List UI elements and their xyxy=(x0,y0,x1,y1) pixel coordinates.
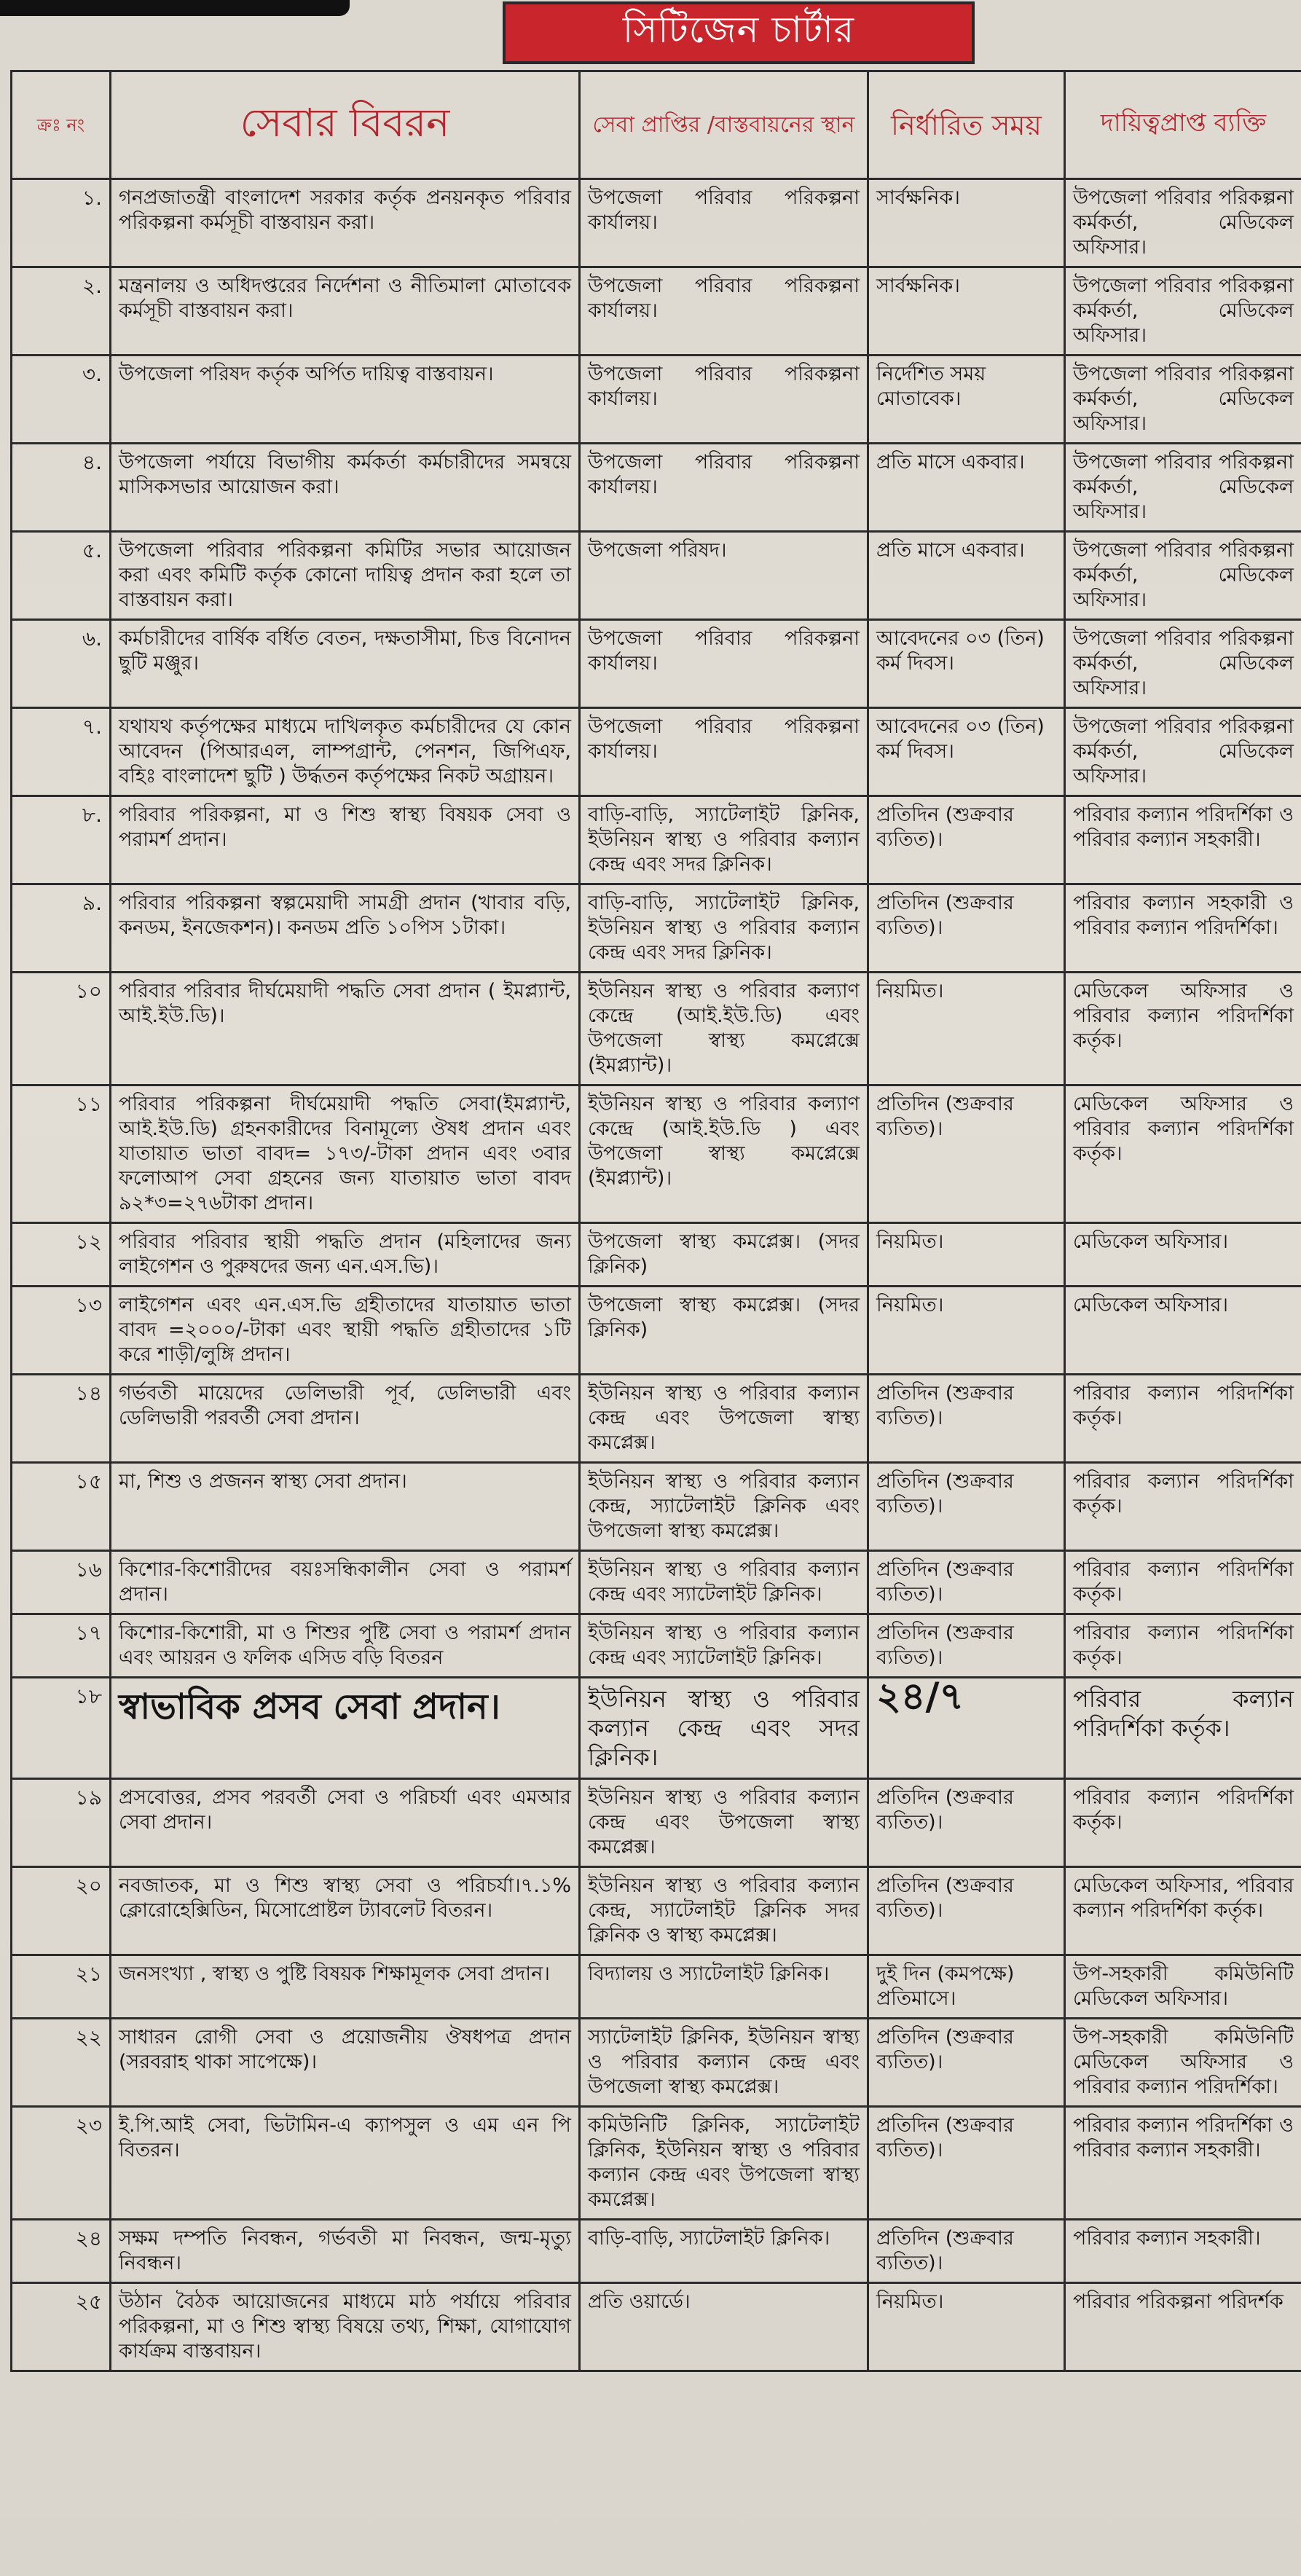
table-row xyxy=(12,2019,1301,2107)
row-responsible-person: পরিবার কল্যান পরিদর্শিকা কর্তৃক। xyxy=(1065,1463,1301,1551)
row-serial: ২২ xyxy=(12,2019,111,2107)
row-service-description: স্বাভাবিক প্রসব সেবা প্রদান। xyxy=(111,1678,580,1779)
row-service-description: উপজেলা পরিবার পরিকল্পনা কমিটির সভার আয়োজন করা এবং কমিটি কর্তৃক কোনো দায়িত্ব প্রদান করা হলে তা বাস্তবায়ন করা। xyxy=(111,532,580,620)
row-responsible-person: উপজেলা পরিবার পরিকল্পনা কর্মকর্তা, মেডিকেল অফিসার। xyxy=(1065,532,1301,620)
table-row xyxy=(12,267,1301,356)
row-fixed-time: প্রতিদিন (শুক্রবার ব্যতিত)। xyxy=(868,1463,1065,1551)
row-service-place: বাড়ি-বাড়ি, স্যাটেলাইট ক্লিনিক। xyxy=(580,2220,868,2283)
row-serial: ২১ xyxy=(12,1955,111,2019)
title-banner xyxy=(503,1,975,64)
table-row xyxy=(12,2107,1301,2220)
row-serial: ১১ xyxy=(12,1085,111,1223)
header-fixed-time: নির্ধারিত সময় xyxy=(868,71,1065,179)
page-title: সিটিজেন চার্টার xyxy=(622,8,855,51)
row-responsible-person: পরিবার কল্যান পরিদর্শিকা ও পরিবার কল্যান সহকারী। xyxy=(1065,2107,1301,2220)
row-fixed-time: প্রতিদিন (শুক্রবার ব্যতিত)। xyxy=(868,1085,1065,1223)
table-body xyxy=(12,179,1301,2371)
row-service-place: ইউনিয়ন স্বাস্থ্য ও পরিবার কল্যান কেন্দ্র, স্যাটেলাইট ক্লিনিক এবং উপজেলা স্বাস্থ্য কমপ্লেক্স। xyxy=(580,1463,868,1551)
row-serial: ৫. xyxy=(12,532,111,620)
row-service-description: সক্ষম দম্পতি নিবন্ধন, গর্ভবতী মা নিবন্ধন, জন্ম-মৃত্যু নিবন্ধন। xyxy=(111,2220,580,2283)
row-serial: ১৭ xyxy=(12,1614,111,1678)
row-responsible-person: মেডিকেল অফিসার, পরিবার কল্যান পরিদর্শিকা কর্তৃক। xyxy=(1065,1867,1301,1955)
row-service-place: উপজেলা স্বাস্থ্য কমপ্লেক্স। (সদর ক্লিনিক) xyxy=(580,1287,868,1375)
row-fixed-time: প্রতিদিন (শুক্রবার ব্যতিত)। xyxy=(868,1551,1065,1614)
row-service-description: কর্মচারীদের বার্ষিক বর্ধিত বেতন, দক্ষতাসীমা, চিত্ত বিনোদন ছুটি মঞ্জুর। xyxy=(111,620,580,708)
row-service-description: পরিবার পরিকল্পনা দীর্ঘমেয়াদী পদ্ধতি সেবা(ইমপ্ল্যান্ট, আই.ইউ.ডি) গ্রহনকারীদের বিনামূল্যে ঔষধ প্রদান এবং যাতায়াত ভাতা বাবদ= ১৭৩/-টাকা প্রদান এবং ৩বার ফলোআপ সেবা গ্রহনের জন্য যাতায়াত ভাতা বাবদ ৯২*৩=২৭৬টাকা প্রদান। xyxy=(111,1085,580,1223)
row-serial: ৩. xyxy=(12,356,111,444)
row-serial: ১৩ xyxy=(12,1287,111,1375)
header-serial: ক্রঃ নং xyxy=(12,71,111,179)
table-row xyxy=(12,356,1301,444)
table-row xyxy=(12,1779,1301,1867)
row-fixed-time: সার্বক্ষনিক। xyxy=(868,179,1065,267)
row-service-description: উঠান বৈঠক আয়োজনের মাধ্যমে মাঠ পর্যায়ে পরিবার পরিকল্পনা, মা ও শিশু স্বাস্থ্য বিষয়ে তথ্য, শিক্ষা, যোগাযোগ কার্যক্রম বাস্তবায়ন। xyxy=(111,2283,580,2371)
header-row xyxy=(12,71,1301,179)
table-row xyxy=(12,708,1301,796)
table-row xyxy=(12,2283,1301,2371)
row-serial: ১৯ xyxy=(12,1779,111,1867)
row-serial: ৬. xyxy=(12,620,111,708)
row-fixed-time: নির্দেশিত সময় মোতাবেক। xyxy=(868,356,1065,444)
row-service-place: বাড়ি-বাড়ি, স্যাটেলাইট ক্লিনিক, ইউনিয়ন স্বাস্থ্য ও পরিবার কল্যান কেন্দ্র এবং সদর ক্লিনিক। xyxy=(580,884,868,973)
row-fixed-time: প্রতিদিন (শুক্রবার ব্যতিত)। xyxy=(868,1779,1065,1867)
row-service-place: উপজেলা পরিবার পরিকল্পনা কার্যালয়। xyxy=(580,444,868,532)
row-service-place: ইউনিয়ন স্বাস্থ্য ও পরিবার কল্যান কেন্দ্র এবং উপজেলা স্বাস্থ্য কমপ্লেক্স। xyxy=(580,1779,868,1867)
row-responsible-person: উপজেলা পরিবার পরিকল্পনা কর্মকর্তা, মেডিকেল অফিসার। xyxy=(1065,708,1301,796)
row-serial: ১৬ xyxy=(12,1551,111,1614)
row-serial: ২. xyxy=(12,267,111,356)
row-fixed-time: প্রতি মাসে একবার। xyxy=(868,444,1065,532)
row-responsible-person: মেডিকেল অফিসার। xyxy=(1065,1223,1301,1287)
row-responsible-person: পরিবার কল্যান সহকারী। xyxy=(1065,2220,1301,2283)
row-service-description: কিশোর-কিশোরীদের বয়ঃসন্ধিকালীন সেবা ও পরামর্শ প্রদান। xyxy=(111,1551,580,1614)
row-fixed-time: প্রতিদিন (শুক্রবার ব্যতিত)। xyxy=(868,1614,1065,1678)
row-service-place: ইউনিয়ন স্বাস্থ্য ও পরিবার কল্যান কেন্দ্র এবং স্যাটেলাইট ক্লিনিক। xyxy=(580,1614,868,1678)
row-service-description: ই.পি.আই সেবা, ভিটামিন-এ ক্যাপসুল ও এম এন পি বিতরন। xyxy=(111,2107,580,2220)
table-row xyxy=(12,179,1301,267)
row-fixed-time: নিয়মিত। xyxy=(868,1223,1065,1287)
row-fixed-time: প্রতিদিন (শুক্রবার ব্যতিত)। xyxy=(868,884,1065,973)
table-row xyxy=(12,1223,1301,1287)
row-serial: ৮. xyxy=(12,796,111,884)
row-service-description: সাধারন রোগী সেবা ও প্রয়োজনীয় ঔষধপত্র প্রদান (সরবরাহ থাকা সাপেক্ষে)। xyxy=(111,2019,580,2107)
row-service-place: স্যাটেলাইট ক্লিনিক, ইউনিয়ন স্বাস্থ্য ও পরিবার কল্যান কেন্দ্র এবং উপজেলা স্বাস্থ্য কমপ্লেক্স। xyxy=(580,2019,868,2107)
row-responsible-person: উপজেলা পরিবার পরিকল্পনা কর্মকর্তা, মেডিকেল অফিসার। xyxy=(1065,267,1301,356)
row-fixed-time: প্রতিদিন (শুক্রবার ব্যতিত)। xyxy=(868,2220,1065,2283)
row-service-description: মা, শিশু ও প্রজনন স্বাস্থ্য সেবা প্রদান। xyxy=(111,1463,580,1551)
row-service-place: ইউনিয়ন স্বাস্থ্য ও পরিবার কল্যান কেন্দ্র এবং স্যাটেলাইট ক্লিনিক। xyxy=(580,1551,868,1614)
row-serial: ১৪ xyxy=(12,1375,111,1463)
row-responsible-person: উপজেলা পরিবার পরিকল্পনা কর্মকর্তা, মেডিকেল অফিসার। xyxy=(1065,356,1301,444)
row-fixed-time: আবেদনের ০৩ (তিন) কর্ম দিবস। xyxy=(868,620,1065,708)
table-row xyxy=(12,1867,1301,1955)
row-fixed-time: ২৪/৭ xyxy=(868,1678,1065,1779)
row-serial: ৪. xyxy=(12,444,111,532)
row-service-description: প্রসবোত্তর, প্রসব পরবর্তী সেবা ও পরিচর্যা এবং এমআর সেবা প্রদান। xyxy=(111,1779,580,1867)
row-service-place: কমিউনিটি ক্লিনিক, স্যাটেলাইট ক্লিনিক, ইউনিয়ন স্বাস্থ্য ও পরিবার কল্যান কেন্দ্র এবং উপজেলা স্বাস্থ্য কমপ্লেক্স। xyxy=(580,2107,868,2220)
row-service-description: পরিবার পরিকল্পনা, মা ও শিশু স্বাস্থ্য বিষয়ক সেবা ও পরামর্শ প্রদান। xyxy=(111,796,580,884)
row-service-description: উপজেলা পরিষদ কর্তৃক অর্পিত দায়িত্ব বাস্তবায়ন। xyxy=(111,356,580,444)
row-service-description: নবজাতক, মা ও শিশু স্বাস্থ্য সেবা ও পরিচর্যা।৭.১% ক্লোরোহেক্সিডিন, মিসোপ্রোষ্টল ট্যাবলেট বিতরন। xyxy=(111,1867,580,1955)
row-serial: ১. xyxy=(12,179,111,267)
row-serial: ১৫ xyxy=(12,1463,111,1551)
row-service-place: উপজেলা পরিবার পরিকল্পনা কার্যালয়। xyxy=(580,356,868,444)
row-responsible-person: উপ-সহকারী কমিউনিটি মেডিকেল অফিসার। xyxy=(1065,1955,1301,2019)
table-row xyxy=(12,1463,1301,1551)
row-service-place: উপজেলা পরিবার পরিকল্পনা কার্যালয়। xyxy=(580,179,868,267)
table-row xyxy=(12,1678,1301,1779)
row-serial: ১২ xyxy=(12,1223,111,1287)
row-responsible-person: মেডিকেল অফিসার ও পরিবার কল্যান পরিদর্শিকা কর্তৃক। xyxy=(1065,973,1301,1085)
row-service-place: উপজেলা পরিষদ। xyxy=(580,532,868,620)
row-fixed-time: প্রতিদিন (শুক্রবার ব্যতিত)। xyxy=(868,1375,1065,1463)
row-fixed-time: প্রতিদিন (শুক্রবার ব্যতিত)। xyxy=(868,2107,1065,2220)
row-service-place: ইউনিয়ন স্বাস্থ্য ও পরিবার কল্যাণ কেন্দ্রে (আই.ইউ.ডি ) এবং উপজেলা স্বাস্থ্য কমপ্লেক্সে (ইমপ্ল্যান্ট)। xyxy=(580,1085,868,1223)
table-row xyxy=(12,2220,1301,2283)
row-serial: ২৩ xyxy=(12,2107,111,2220)
row-responsible-person: পরিবার কল্যান পরিদর্শিকা কর্তৃক। xyxy=(1065,1551,1301,1614)
row-serial: ২৫ xyxy=(12,2283,111,2371)
table-row xyxy=(12,796,1301,884)
table-row xyxy=(12,884,1301,973)
row-fixed-time: প্রতিদিন (শুক্রবার ব্যতিত)। xyxy=(868,1867,1065,1955)
row-responsible-person: উপজেলা পরিবার পরিকল্পনা কর্মকর্তা, মেডিকেল অফিসার। xyxy=(1065,444,1301,532)
row-service-place: প্রতি ওয়ার্ডে। xyxy=(580,2283,868,2371)
row-service-description: কিশোর-কিশোরী, মা ও শিশুর পুষ্টি সেবা ও পরামর্শ প্রদান এবং আয়রন ও ফলিক এসিড বড়ি বিতরন xyxy=(111,1614,580,1678)
row-service-place: ইউনিয়ন স্বাস্থ্য ও পরিবার কল্যান কেন্দ্র এবং উপজেলা স্বাস্থ্য কমপ্লেক্স। xyxy=(580,1375,868,1463)
row-service-place: উপজেলা পরিবার পরিকল্পনা কার্যালয়। xyxy=(580,708,868,796)
row-responsible-person: পরিবার পরিকল্পনা পরিদর্শক xyxy=(1065,2283,1301,2371)
row-fixed-time: দুই দিন (কমপক্ষে) প্রতিমাসে। xyxy=(868,1955,1065,2019)
row-responsible-person: মেডিকেল অফিসার। xyxy=(1065,1287,1301,1375)
row-responsible-person: পরিবার কল্যান পরিদর্শিকা ও পরিবার কল্যান সহকারী। xyxy=(1065,796,1301,884)
row-service-description: গর্ভবতী মায়েদের ডেলিভারী পূর্ব, ডেলিভারী এবং ডেলিভারী পরবর্তী সেবা প্রদান। xyxy=(111,1375,580,1463)
header-service-place: সেবা প্রাপ্তির /বাস্তবায়নের স্থান xyxy=(580,71,868,179)
table-row xyxy=(12,620,1301,708)
row-service-place: বিদ্যালয় ও স্যাটেলাইট ক্লিনিক। xyxy=(580,1955,868,2019)
row-service-description: মন্ত্রনালয় ও অধিদপ্তরের নির্দেশনা ও নীতিমালা মোতাবেক কর্মসূচী বাস্তবায়ন করা। xyxy=(111,267,580,356)
row-responsible-person: পরিবার কল্যান পরিদর্শিকা কর্তৃক। xyxy=(1065,1779,1301,1867)
row-service-description: উপজেলা পর্যায়ে বিভাগীয় কর্মকর্তা কর্মচারীদের সমন্বয়ে মাসিকসভার আয়োজন করা। xyxy=(111,444,580,532)
row-serial: ১৮ xyxy=(12,1678,111,1779)
row-fixed-time: নিয়মিত। xyxy=(868,2283,1065,2371)
table-row xyxy=(12,1614,1301,1678)
row-serial: ১০ xyxy=(12,973,111,1085)
row-fixed-time: প্রতি মাসে একবার। xyxy=(868,532,1065,620)
row-service-place: ইউনিয়ন স্বাস্থ্য ও পরিবার কল্যান কেন্দ্র, স্যাটেলাইট ক্লিনিক সদর ক্লিনিক ও স্বাস্থ্য কমপ্লেক্স। xyxy=(580,1867,868,1955)
table-row xyxy=(12,1955,1301,2019)
row-serial: ২০ xyxy=(12,1867,111,1955)
row-service-description: পরিবার পরিকল্পনা স্বল্পমেয়াদী সামগ্রী প্রদান (খাবার বড়ি, কনডম, ইনজেকশন)। কনডম প্রতি ১০পিস ১টাকা। xyxy=(111,884,580,973)
row-service-place: বাড়ি-বাড়ি, স্যাটেলাইট ক্লিনিক, ইউনিয়ন স্বাস্থ্য ও পরিবার কল্যান কেন্দ্র এবং সদর ক্লিনিক। xyxy=(580,796,868,884)
row-service-description: যথাযথ কর্তৃপক্ষের মাধ্যমে দাখিলকৃত কর্মচারীদের যে কোন আবেদন (পিআরএল, লাম্পগ্রান্ট, পেনশন, জিপিএফ, বহিঃ বাংলাদেশ ছুটি ) উর্দ্ধতন কর্তৃপক্ষের নিকট অগ্রায়ন। xyxy=(111,708,580,796)
charter-table xyxy=(10,70,1301,2372)
row-service-description: গনপ্রজাতন্ত্রী বাংলাদেশ সরকার কর্তৃক প্রনয়নকৃত পরিবার পরিকল্পনা কর্মসূচী বাস্তবায়ন করা। xyxy=(111,179,580,267)
row-service-place: উপজেলা স্বাস্থ্য কমপ্লেক্স। (সদর ক্লিনিক) xyxy=(580,1223,868,1287)
row-service-description: পরিবার পরিবার স্থায়ী পদ্ধতি প্রদান (মহিলাদের জন্য লাইগেশন ও পুরুষদের জন্য এন.এস.ভি)। xyxy=(111,1223,580,1287)
table-row xyxy=(12,532,1301,620)
row-fixed-time: নিয়মিত। xyxy=(868,1287,1065,1375)
row-fixed-time: আবেদনের ০৩ (তিন) কর্ম দিবস। xyxy=(868,708,1065,796)
row-responsible-person: পরিবার কল্যান পরিদর্শিকা কর্তৃক। xyxy=(1065,1375,1301,1463)
row-fixed-time: সার্বক্ষনিক। xyxy=(868,267,1065,356)
row-serial: ৯. xyxy=(12,884,111,973)
row-service-place: উপজেলা পরিবার পরিকল্পনা কার্যালয়। xyxy=(580,620,868,708)
row-serial: ৭. xyxy=(12,708,111,796)
row-fixed-time: নিয়মিত। xyxy=(868,973,1065,1085)
row-service-place: ইউনিয়ন স্বাস্থ্য ও পরিবার কল্যান কেন্দ্র এবং সদর ক্লিনিক। xyxy=(580,1678,868,1779)
table-row xyxy=(12,1085,1301,1223)
row-service-place: ইউনিয়ন স্বাস্থ্য ও পরিবার কল্যাণ কেন্দ্রে (আই.ইউ.ডি) এবং উপজেলা স্বাস্থ্য কমপ্লেক্সে (ইমপ্ল্যান্ট)। xyxy=(580,973,868,1085)
row-fixed-time: প্রতিদিন (শুক্রবার ব্যতিত)। xyxy=(868,796,1065,884)
table-row xyxy=(12,1551,1301,1614)
row-service-place: উপজেলা পরিবার পরিকল্পনা কার্যালয়। xyxy=(580,267,868,356)
row-service-description: জনসংখ্যা , স্বাস্থ্য ও পুষ্টি বিষয়ক শিক্ষামূলক সেবা প্রদান। xyxy=(111,1955,580,2019)
row-responsible-person: মেডিকেল অফিসার ও পরিবার কল্যান পরিদর্শিকা কর্তৃক। xyxy=(1065,1085,1301,1223)
table-row xyxy=(12,973,1301,1085)
header-responsible-person: দায়িত্বপ্রাপ্ত ব্যক্তি xyxy=(1065,71,1301,179)
row-service-description: পরিবার পরিবার দীর্ঘমেয়াদী পদ্ধতি সেবা প্রদান ( ইমপ্ল্যান্ট, আই.ইউ.ডি)। xyxy=(111,973,580,1085)
row-responsible-person: পরিবার কল্যান পরিদর্শিকা কর্তৃক। xyxy=(1065,1678,1301,1779)
row-fixed-time: প্রতিদিন (শুক্রবার ব্যতিত)। xyxy=(868,2019,1065,2107)
row-responsible-person: পরিবার কল্যান পরিদর্শিকা কর্তৃক। xyxy=(1065,1614,1301,1678)
table-row xyxy=(12,1375,1301,1463)
row-serial: ২৪ xyxy=(12,2220,111,2283)
table-row xyxy=(12,444,1301,532)
row-service-description: লাইগেশন এবং এন.এস.ভি গ্রহীতাদের যাতায়াত ভাতা বাবদ =২০০০/-টাকা এবং স্থায়ী পদ্ধতি গ্রহীতাদের ১টি করে শাড়ী/লুঙ্গি প্রদান। xyxy=(111,1287,580,1375)
header-service-description: সেবার বিবরন xyxy=(111,71,580,179)
table-row xyxy=(12,1287,1301,1375)
row-responsible-person: উপজেলা পরিবার পরিকল্পনা কর্মকর্তা, মেডিকেল অফিসার। xyxy=(1065,179,1301,267)
row-responsible-person: উপজেলা পরিবার পরিকল্পনা কর্মকর্তা, মেডিকেল অফিসার। xyxy=(1065,620,1301,708)
top-left-dark-strip xyxy=(0,0,350,16)
row-responsible-person: উপ-সহকারী কমিউনিটি মেডিকেল অফিসার ও পরিবার কল্যান পরিদর্শিকা। xyxy=(1065,2019,1301,2107)
row-responsible-person: পরিবার কল্যান সহকারী ও পরিবার কল্যান পরিদর্শিকা। xyxy=(1065,884,1301,973)
